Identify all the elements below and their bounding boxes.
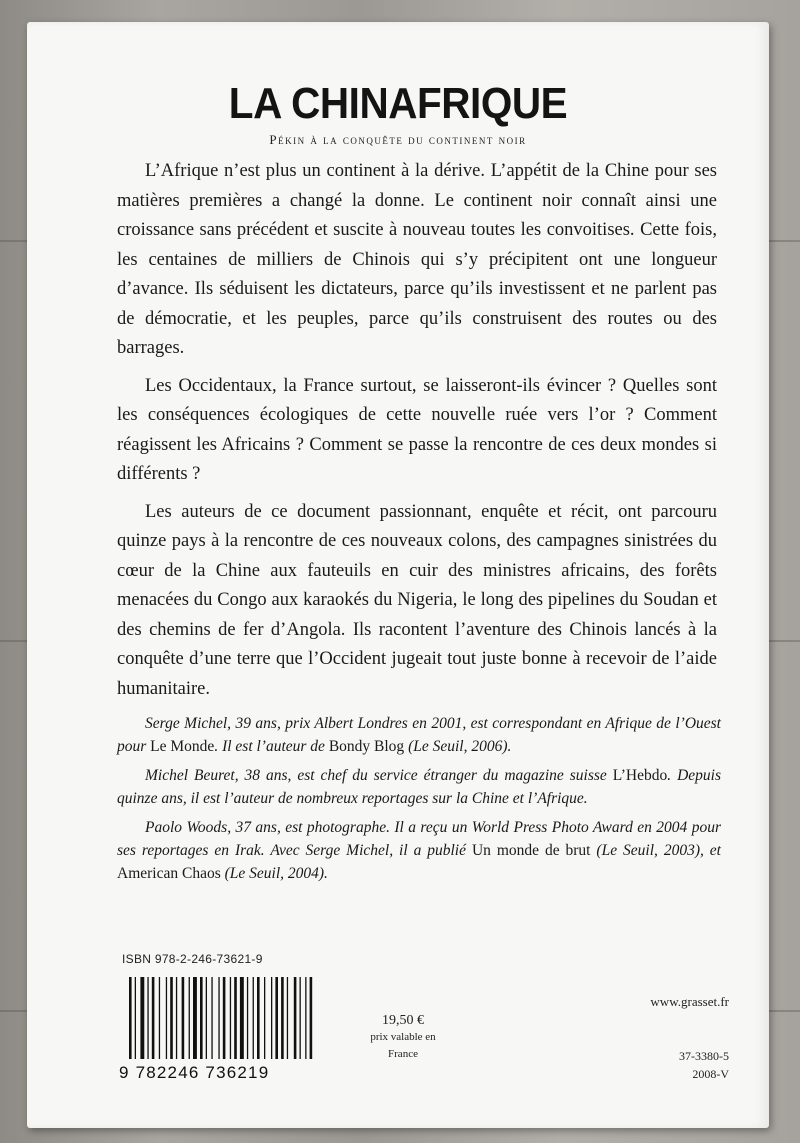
- barcode-bar: [129, 977, 132, 1059]
- barcode-bar: [223, 977, 226, 1059]
- barcode-bar: [189, 977, 190, 1059]
- bio-text: Paolo Woods, 37 ans, est photographe. Il a reçu un World Press Photo Award en 2004 pour ses reportages en Irak. Avec Serge Michel, il a publié: [117, 819, 721, 859]
- barcode-bar: [152, 977, 155, 1059]
- book-name: Un monde de brut: [471, 842, 591, 859]
- barcode-bar: [240, 977, 244, 1059]
- publisher-code: 37-3380-5: [679, 1049, 729, 1063]
- barcode-bar: [281, 977, 284, 1059]
- barcode-bar: [200, 977, 203, 1059]
- isbn-label: ISBN 978-2-246-73621-9: [122, 952, 263, 966]
- bio-text: Michel Beuret, 38 ans, est chef du service étranger du magazine suisse: [145, 767, 613, 784]
- barcode-bar: [275, 977, 278, 1059]
- publisher-code: 2008-V: [692, 1067, 729, 1081]
- publication-name: Le Monde: [150, 738, 215, 755]
- barcode-bar: [300, 977, 301, 1059]
- publisher-website: www.grasset.fr: [650, 994, 729, 1009]
- barcode-bar: [253, 977, 254, 1059]
- bio-text: . Il est l’auteur de: [214, 738, 329, 755]
- blurb-paragraph: Les auteurs de ce document passionnant, enquête et récit, ont parcouru quinze pays à la rencontre de ces nouveaux colons, des campagnes sinistrées du cœur de la Chine aux fauteuils en cuir des ministres africains, des forêts menacées du Congo aux karaokés du Nigeria, le long des pipelines du Soudan et des chemins de fer d’Angola. Ils racontent l’aventure des Chinois lancés à la conquête d’une terre que l’Occident jugeait tout juste bonne à recevoir de l’aide humanitaire.: [117, 501, 717, 699]
- book-back-cover: [27, 22, 769, 1128]
- publisher-codes: [589, 1047, 729, 1083]
- blurb: [117, 157, 717, 712]
- barcode-bar: [257, 977, 260, 1059]
- barcode-bar: [294, 977, 297, 1059]
- barcode-bar: [206, 977, 207, 1059]
- author-bio-paolo-woods: [117, 816, 721, 885]
- barcode-bar: [166, 977, 167, 1059]
- blurb-paragraph: Les Occidentaux, la France surtout, se laisseront-ils évincer ? Quelles sont les conséquences écologiques de cette nouvelle ruée vers l’or ? Comment réagissent les Africains ? Comment se passe la rencontre de ces deux mondes si différents ?: [117, 375, 717, 484]
- barcode-bar: [193, 977, 197, 1059]
- blurb-paragraph: L’Afrique n’est plus un continent à la dérive. L’appétit de la Chine pour ses matières premières a changé la donne. Le continent noir connaît ainsi une croissance sans précédent et suscite à nouveau toutes les convoitises. Cette fois, les centaines de milliers de Chinois qui s’y précipitent ont une longueur d’avance. Ils séduisent les dictateurs, parce qu’ils investissent et ne parlent pas de démocratie, et les peuples, parce qu’ils construisent des routes ou des barrages.: [117, 161, 717, 358]
- price-block: [353, 1012, 453, 1063]
- barcode-bar: [182, 977, 185, 1059]
- barcode-bar: [271, 977, 272, 1059]
- bio-text: (Le Seuil, 2004).: [220, 865, 328, 882]
- barcode-bar: [140, 977, 144, 1059]
- barcode-bar: [264, 977, 265, 1059]
- barcode-digits: 9 782246 736219: [119, 1063, 270, 1082]
- barcode-bar: [287, 977, 288, 1059]
- barcode-icon: [119, 977, 319, 1059]
- book-name: American Chaos: [117, 865, 221, 882]
- bio-text: (Le Seuil, 2006).: [404, 738, 512, 755]
- author-bio-michel-beuret: [117, 764, 721, 810]
- publication-name: L’Hebdo: [612, 767, 668, 784]
- barcode-bar: [247, 977, 248, 1059]
- author-bio-serge-michel: [117, 712, 721, 758]
- book-title: LA CHINAFRIQUE: [228, 79, 568, 128]
- barcode-bar: [135, 977, 136, 1059]
- bio-text: (Le Seuil, 2003), et: [590, 842, 721, 859]
- bio-text: . Depuis quinze ans, il est l’auteur de nombreux reportages sur la Chine et l’Afrique.: [117, 767, 721, 807]
- book-subtitle: Pékin à la conquête du continent noir: [269, 132, 527, 147]
- price-note: France: [388, 1048, 418, 1060]
- barcode-bar: [234, 977, 237, 1059]
- barcode-bar: [211, 977, 212, 1059]
- price-note: prix valable en: [370, 1031, 436, 1043]
- barcode: [119, 977, 319, 1087]
- barcode-bar: [170, 977, 173, 1059]
- book-name: Bondy Blog: [328, 738, 405, 755]
- bio-text: Serge Michel, 39 ans, prix Albert Londres en 2001, est correspondant en Afrique de l’Ouest pour: [117, 715, 721, 755]
- barcode-bar: [218, 977, 219, 1059]
- barcode-bar: [147, 977, 148, 1059]
- barcode-bar: [159, 977, 160, 1059]
- price-amount: 19,50 €: [382, 1013, 424, 1028]
- barcode-bar: [305, 977, 306, 1059]
- author-bios: [117, 712, 721, 891]
- barcode-bar: [230, 977, 231, 1059]
- barcode-bar: [310, 977, 313, 1059]
- barcode-bar: [176, 977, 177, 1059]
